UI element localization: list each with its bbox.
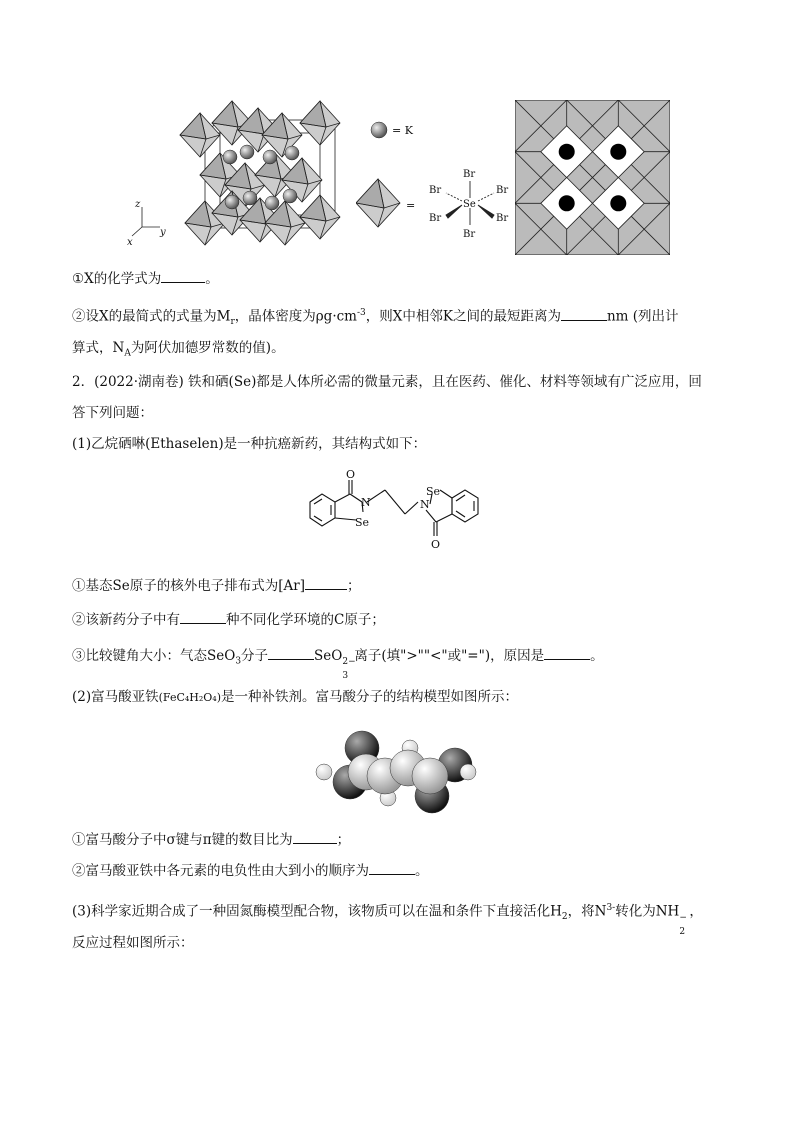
answer-blank[interactable]	[544, 645, 590, 660]
part2-title-text: (2)富马酸亚铁	[72, 689, 159, 705]
crystal-structure-figure	[120, 95, 360, 250]
answer-blank[interactable]	[180, 609, 226, 624]
ion-formula: SeO	[314, 648, 343, 664]
part3-convert-text: 转化为NH	[615, 903, 680, 920]
answer-blank[interactable]	[369, 860, 415, 875]
ion-subscript: 3	[342, 671, 349, 681]
octahedra-projection-figure	[515, 100, 670, 255]
p1-item1	[72, 575, 360, 596]
p1-item1-text: ①基态Se原子的核外电子排布式为[Ar]	[72, 578, 305, 594]
br-label-lower-left: Br	[429, 213, 442, 224]
q1-item2-question: ，则X中相邻K之间的最短距离为	[365, 308, 561, 325]
answer-blank[interactable]	[268, 645, 314, 660]
ethaselen-structure	[300, 464, 500, 559]
h2-subscript: 2	[561, 912, 568, 923]
p1-item2-end: 种不同化学环境的C原子；	[226, 612, 385, 628]
br-label-top: Br	[463, 169, 476, 180]
oxygen-label-2: O	[431, 538, 441, 551]
q2-part3-line2	[72, 933, 194, 953]
q2-part1-title	[72, 434, 426, 454]
p1-item3-molecule: 分子	[241, 648, 269, 664]
part3-line1-end: ，	[689, 903, 703, 920]
br-label-upper-left: Br	[429, 185, 442, 196]
p1-item1-end: ；	[346, 578, 361, 594]
p1-item3-text: ③比较键角大小：气态SeO	[72, 648, 236, 664]
q1-item2-unit: nm (列出计	[606, 308, 679, 325]
p2-item1-text: ①富马酸分子中σ键与π键的数目比为	[72, 832, 293, 848]
answer-blank[interactable]	[561, 306, 607, 321]
q2-intro-line2	[72, 403, 153, 423]
p2-item2-end: 。	[415, 863, 429, 879]
octahedron-equals: =	[406, 199, 416, 212]
fumaric-acid-model	[310, 720, 485, 820]
mr-subscript: r	[230, 317, 235, 328]
q1-item2	[72, 303, 679, 332]
part1-title-text: (1)乙烷硒啉(Ethaselen)是一种抗癌新药，其结构式如下：	[72, 436, 427, 452]
q1-item1	[72, 268, 219, 289]
q2-intro-text2: 答下列问题：	[72, 405, 153, 421]
q2-part2-title	[72, 687, 518, 708]
axes-indicator	[132, 207, 160, 236]
p1-item3-instruction: 离子(填">""<"或"=")，原因是	[354, 648, 545, 664]
q1-item2-line2-text: 算式，N	[72, 340, 125, 356]
k-legend-label: = K	[392, 124, 413, 137]
q1-item2-text: ②设X的最简式的式量为M	[72, 308, 231, 325]
p2-item1	[72, 829, 350, 850]
q2-part3-line1	[72, 898, 703, 937]
part3-text: (3)科学家近期合成了一种固氮酶模型配合物，该物质可以在温和条件下直接活化H	[72, 903, 562, 920]
br-label-bottom: Br	[463, 229, 476, 240]
q1-item2-line2-end: 为阿伏加德罗常数的值)。	[130, 340, 285, 356]
part2-title-end: 是一种补铁剂。富马酸分子的结构模型如图所示：	[221, 689, 519, 705]
nh2-charge: −	[679, 912, 687, 923]
br-label-lower-right: Br	[496, 213, 509, 224]
se-center-label: Se	[463, 199, 476, 210]
axis-x-label: x	[127, 237, 133, 248]
nitrogen-label-2: N	[420, 498, 430, 511]
n-charge: 3-	[606, 903, 616, 913]
answer-blank[interactable]	[293, 829, 337, 844]
q2-intro-line1	[72, 372, 702, 392]
axis-z-label: z	[135, 199, 141, 210]
q1-item2-density: ，晶体密度为ρg·cm	[234, 308, 357, 325]
p2-item2-text: ②富马酸亚铁中各元素的电负性由大到小的顺序为	[72, 863, 369, 879]
q1-item1-text: ①X的化学式为	[72, 271, 162, 287]
part3-line2-text: 反应过程如图所示：	[72, 935, 194, 951]
answer-blank[interactable]	[305, 575, 347, 590]
seo3-subscript: 3	[235, 656, 242, 667]
q1-item2-line2	[72, 338, 285, 364]
na-subscript: A	[124, 348, 131, 359]
density-unit-sup: -3	[356, 308, 366, 318]
selenium-label-2: Se	[426, 485, 441, 498]
p2-item2	[72, 860, 429, 881]
p2-item1-end: ；	[336, 832, 351, 848]
br-label-upper-right: Br	[496, 185, 509, 196]
answer-blank[interactable]	[161, 268, 205, 283]
oxygen-label-1: O	[346, 468, 356, 481]
p1-item2-text: ②该新药分子中有	[72, 612, 180, 628]
selenium-label-1: Se	[355, 516, 370, 529]
p1-item2	[72, 609, 385, 630]
octahedron-legend	[356, 165, 516, 250]
nh2-subscript: 2	[679, 926, 686, 937]
ion-charge: 2−	[342, 657, 356, 667]
k-legend	[368, 118, 428, 142]
axis-y-label: y	[160, 227, 166, 238]
p1-item3	[72, 645, 604, 681]
part3-n-text: ，将N	[567, 903, 607, 920]
octahedra-group	[180, 101, 340, 245]
q2-intro-text: 2．(2022·湖南卷) 铁和硒(Se)都是人体所必需的微量元素，且在医药、催化、材料等领域有广泛应用，回	[72, 374, 702, 390]
p1-item3-end: 。	[590, 648, 604, 664]
ferrous-fumarate-formula: (FeC₄H₂O₄)	[158, 691, 222, 704]
nitrogen-label-1: N	[361, 496, 371, 509]
q1-item1-end: 。	[205, 271, 219, 287]
